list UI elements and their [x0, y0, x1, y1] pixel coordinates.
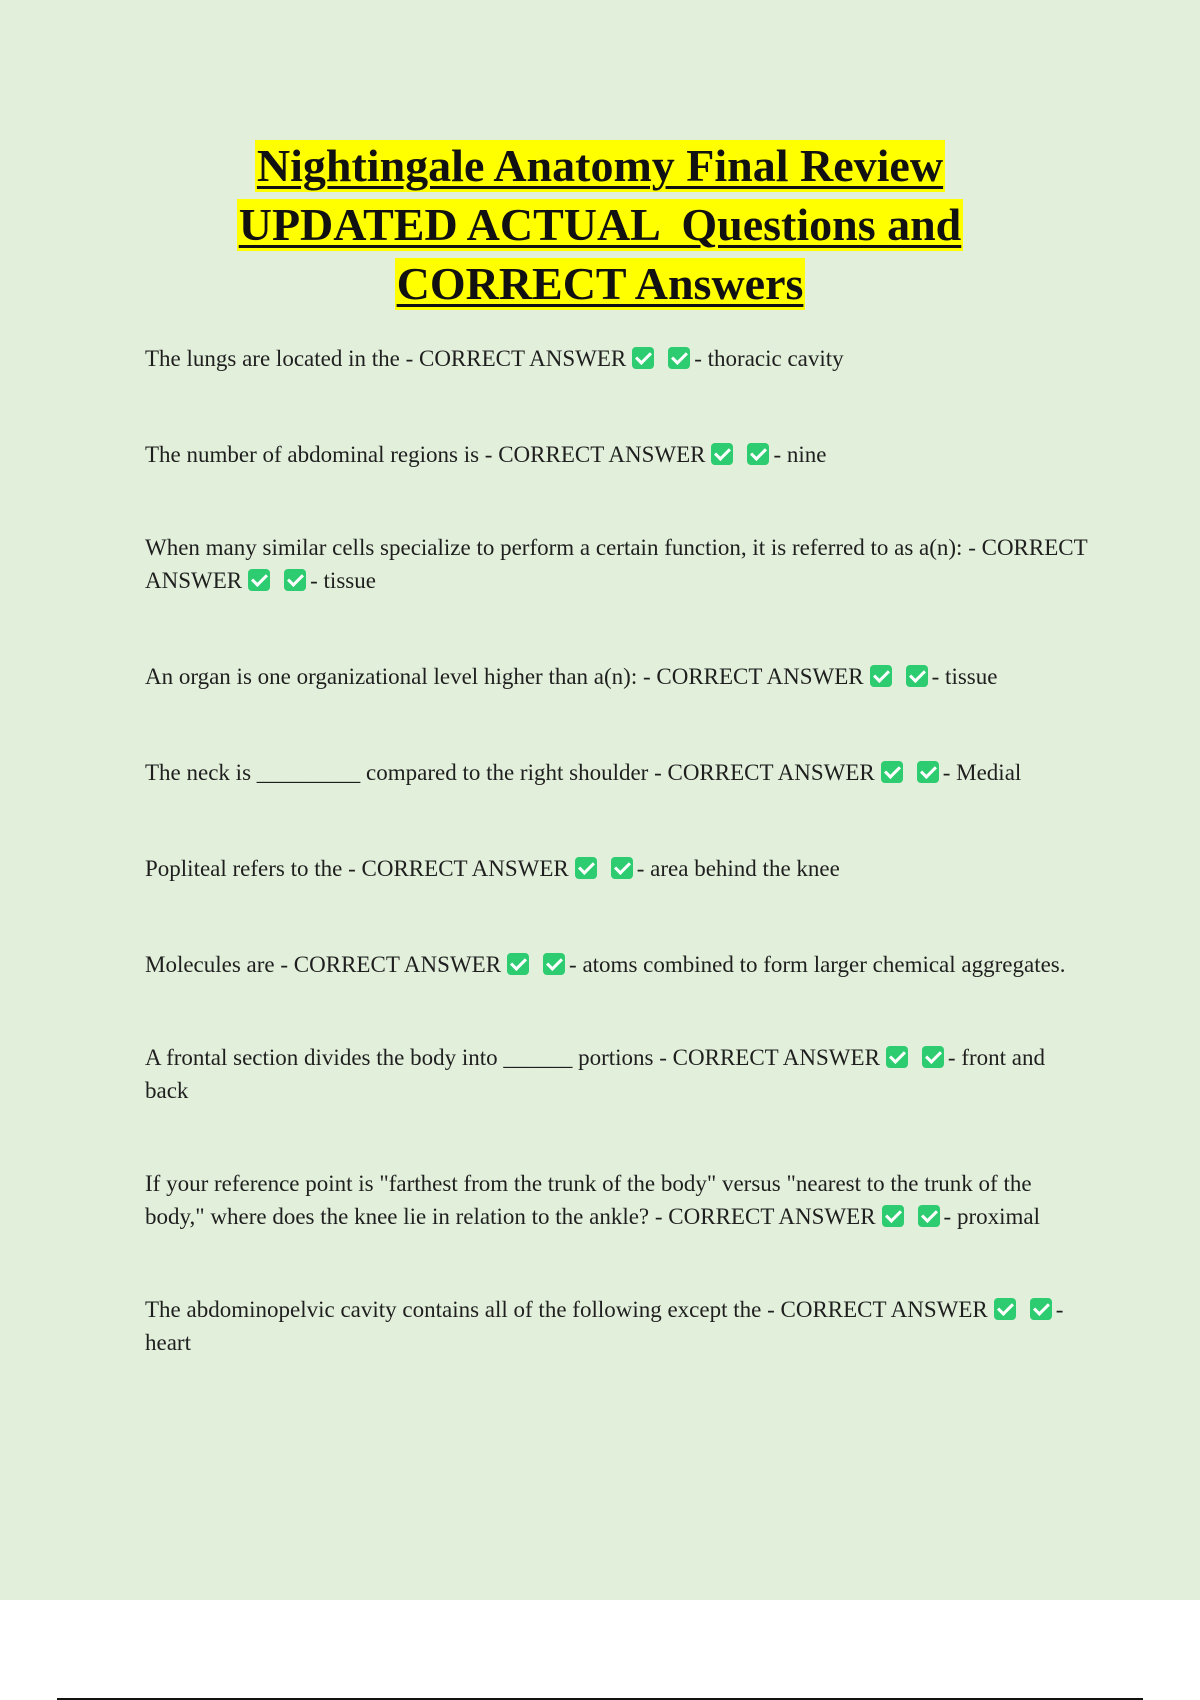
answer-text: - tissue — [310, 568, 376, 593]
check-icon — [870, 665, 892, 687]
check-icon — [881, 761, 903, 783]
title-line-3: CORRECT Answers — [396, 258, 804, 309]
check-icon — [668, 347, 690, 369]
check-icon — [994, 1298, 1016, 1320]
answer-text: - area behind the knee — [636, 856, 840, 881]
question-text: A frontal section divides the body into ______ portions - CORRECT ANSWER — [145, 1045, 880, 1070]
question-text: The number of abdominal regions is - CORRECT ANSWER — [145, 442, 706, 467]
check-icon — [747, 443, 769, 465]
answer-text: - atoms combined to form larger chemical aggregates. — [569, 952, 1066, 977]
check-icon — [248, 569, 270, 591]
answer-text: - proximal — [943, 1204, 1040, 1229]
check-icon — [711, 443, 733, 465]
question-text: Molecules are - CORRECT ANSWER — [145, 952, 502, 977]
question-text: Popliteal refers to the - CORRECT ANSWER — [145, 856, 569, 881]
document-title — [0, 140, 1200, 317]
qa-list — [145, 342, 1090, 1359]
answer-text: - thoracic cavity — [694, 346, 844, 371]
check-icon — [284, 569, 306, 591]
qa-item — [145, 438, 1090, 471]
qa-item — [145, 756, 1090, 789]
question-text: If your reference point is "farthest from the trunk of the body" versus "nearest to the trunk of the body," where does the knee lie in relation to the ankle? - CORRECT ANSWER — [145, 1171, 1032, 1229]
check-icon — [611, 857, 633, 879]
check-icon — [918, 1205, 940, 1227]
qa-item — [145, 948, 1090, 981]
question-text: An organ is one organizational level higher than a(n): - CORRECT ANSWER — [145, 664, 864, 689]
title-line-1: Nightingale Anatomy Final Review — [256, 140, 944, 191]
qa-item — [145, 660, 1090, 693]
check-icon — [886, 1046, 908, 1068]
check-icon — [1030, 1298, 1052, 1320]
check-icon — [906, 665, 928, 687]
qa-item — [145, 1167, 1090, 1233]
question-text: The neck is _________ compared to the right shoulder - CORRECT ANSWER — [145, 760, 875, 785]
qa-item — [145, 1041, 1090, 1107]
check-icon — [543, 953, 565, 975]
check-icon — [922, 1046, 944, 1068]
answer-text: - tissue — [931, 664, 998, 689]
answer-text: - Medial — [942, 760, 1022, 785]
check-icon — [507, 953, 529, 975]
qa-item — [145, 1293, 1090, 1359]
qa-item — [145, 531, 1090, 597]
answer-text: - front and back — [145, 1045, 1045, 1103]
check-icon — [917, 761, 939, 783]
qa-item — [145, 852, 1090, 885]
question-text: When many similar cells specialize to perform a certain function, it is referred to as a(n): - CORRECT ANSWER — [145, 535, 1088, 593]
check-icon — [632, 347, 654, 369]
question-text: The lungs are located in the - CORRECT ANSWER — [145, 346, 627, 371]
check-icon — [575, 857, 597, 879]
check-icon — [882, 1205, 904, 1227]
qa-item — [145, 342, 1090, 375]
question-text: The abdominopelvic cavity contains all of the following except the - CORRECT ANSWER — [145, 1297, 988, 1322]
title-line-2: UPDATED ACTUAL Questions and — [238, 199, 962, 250]
answer-text: - heart — [145, 1297, 1064, 1355]
answer-text: - nine — [773, 442, 827, 467]
